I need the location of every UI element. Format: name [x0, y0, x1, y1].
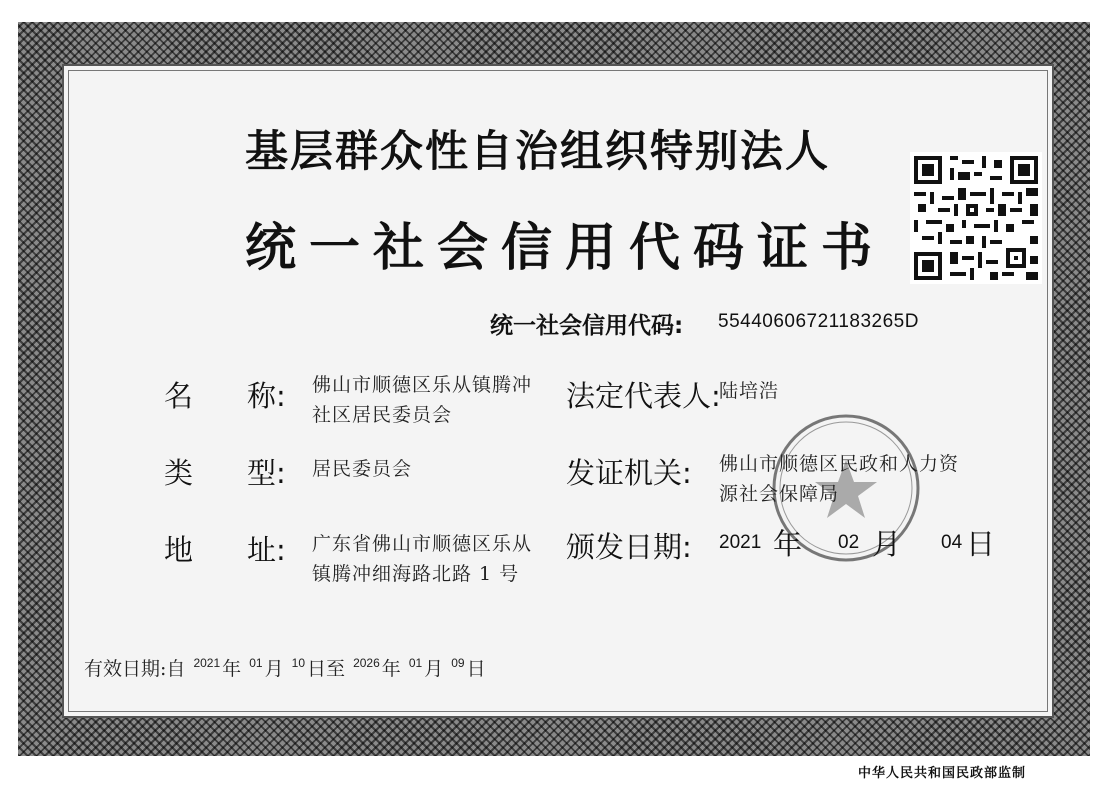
address-value-line1: 广东省佛山市顺德区乐从	[312, 533, 533, 555]
type-value: 居民委员会	[312, 458, 413, 480]
name-value	[312, 370, 532, 430]
validity-end-month-unit: 月	[424, 658, 444, 680]
name-value-line2: 社区居民委员会	[312, 404, 453, 426]
legal-rep-value: 陆培浩	[719, 380, 780, 402]
validity-period	[84, 654, 486, 681]
footer-supervisor: 中华人民共和国民政部监制	[858, 766, 1027, 781]
issue-month: 02	[838, 532, 860, 553]
address-value	[312, 529, 532, 589]
certificate-title-line2: 统一社会信用代码证书	[245, 219, 886, 278]
issue-day-unit: 日	[966, 527, 996, 561]
validity-year-unit: 年	[222, 658, 242, 680]
issue-year: 2021	[719, 532, 762, 553]
address-label-char2: 址:	[247, 533, 286, 567]
validity-end-year-unit: 年	[381, 658, 401, 680]
validity-end-year: 2026	[353, 656, 380, 670]
address-label-char1: 地	[164, 533, 194, 567]
issue-month-unit: 月	[872, 527, 902, 561]
name-value-line1: 佛山市顺德区乐从镇腾冲	[312, 374, 533, 396]
issue-year-unit: 年	[773, 527, 803, 561]
validity-prefix: 有效日期:自	[84, 658, 186, 680]
issuer-label: 发证机关:	[566, 456, 692, 490]
legal-rep-label: 法定代表人:	[566, 379, 721, 413]
validity-month-unit: 月	[264, 658, 284, 680]
issuer-value-line2: 源社会保障局	[719, 483, 840, 505]
address-value-line2: 镇腾冲细海路北路 1 号	[312, 563, 520, 585]
qr-code-icon	[910, 152, 1042, 284]
credit-code-label: 统一社会信用代码:	[490, 313, 684, 339]
validity-end-day: 09	[451, 656, 465, 670]
type-label-char1: 类	[164, 456, 194, 490]
validity-start-year: 2021	[193, 656, 221, 670]
type-label-char2: 型:	[247, 456, 286, 490]
credit-code-value: 55440606721183265D	[718, 311, 919, 332]
certificate-title-line1: 基层群众性自治组织特别法人	[245, 127, 830, 177]
issuer-value-line1: 佛山市顺德区民政和人力资	[719, 453, 960, 475]
name-label-char1: 名	[164, 379, 194, 413]
validity-start-month: 01	[249, 656, 263, 670]
validity-end-month: 01	[408, 656, 423, 670]
validity-end-day-unit: 日	[466, 658, 486, 680]
validity-to: 日至	[307, 658, 346, 680]
issue-date-label: 颁发日期:	[566, 530, 692, 564]
validity-start-day: 10	[291, 656, 305, 670]
issue-day: 04	[941, 532, 963, 553]
name-label-char2: 称:	[247, 379, 286, 413]
issuer-value	[719, 449, 959, 509]
